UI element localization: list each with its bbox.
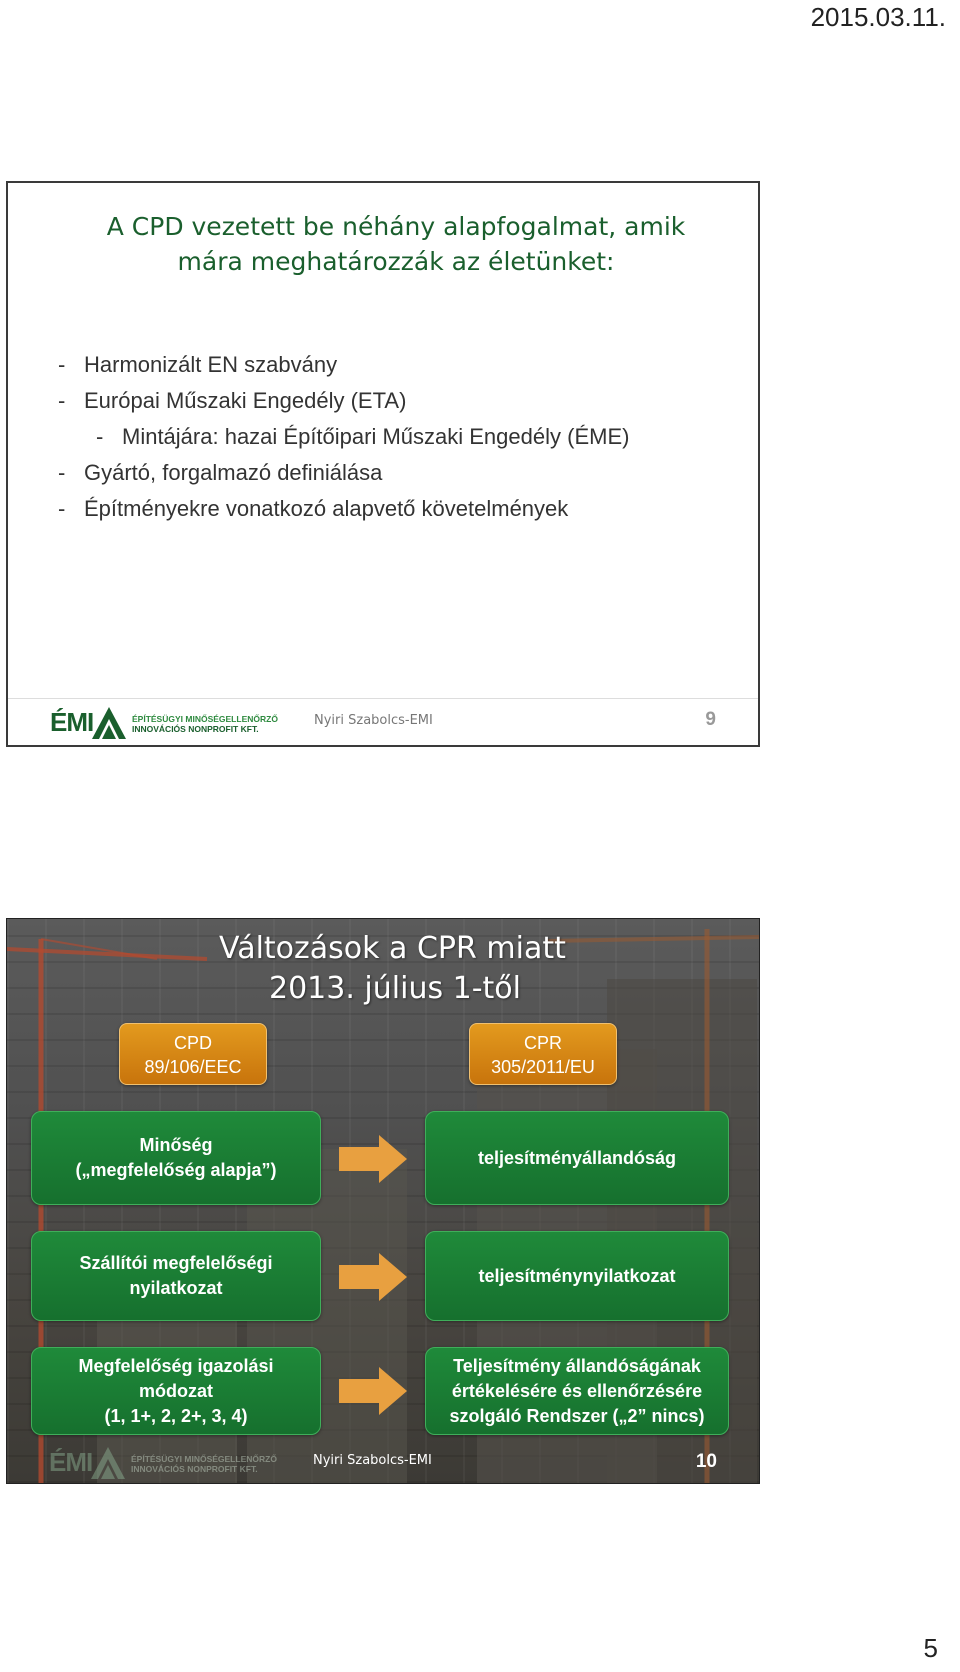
logo-text (132, 714, 278, 734)
slide-9-footer (8, 698, 758, 745)
logo-line-2: INNOVÁCIÓS NONPROFIT KFT. (131, 1464, 258, 1474)
bullet-dash: - (58, 460, 66, 485)
box-line-1: Szállítói megfelelőségi (79, 1253, 273, 1273)
box-line-2: („megfelelőség alapja”) (75, 1160, 277, 1180)
bullet-item (58, 383, 629, 419)
title-line-1: Változások a CPR miatt (219, 931, 566, 966)
footer-author: Nyiri Szabolcs-EMI (313, 1453, 432, 1468)
emi-logo (50, 705, 278, 741)
bullet-item (58, 347, 629, 383)
slide-10 (6, 918, 760, 1484)
arrow-right-icon (339, 1253, 407, 1301)
logo-text (131, 1454, 277, 1474)
cpr-item-box (425, 1347, 729, 1435)
box-line-2: 89/106/EEC (144, 1057, 242, 1077)
box-line-2: módozat (139, 1380, 213, 1401)
logo-mark: ÉMI (49, 1447, 93, 1477)
page-number: 5 (923, 1633, 938, 1663)
box-line-2: 305/2011/EU (491, 1057, 595, 1077)
title-line-2: mára meghatározzák az életünket: (177, 247, 615, 276)
emi-logo (49, 1445, 277, 1481)
logo-roof-icon (91, 1445, 125, 1479)
logo-line-2: INNOVÁCIÓS NONPROFIT KFT. (132, 724, 259, 734)
cpr-item-box (425, 1231, 729, 1321)
document-date: 2015.03.11. (810, 2, 946, 32)
cpd-item-box (31, 1111, 321, 1205)
title-line-1: A CPD vezetett be néhány alapfogalmat, amik (106, 212, 686, 241)
bullet-dash: - (58, 352, 66, 377)
bullet-text: Mintájára: hazai Építőipari Műszaki Engedély (ÉME) (122, 424, 630, 449)
logo-line-1: ÉPÍTÉSÜGYI MINŐSÉGELLENŐRZŐ (131, 1454, 277, 1464)
box-line-2: nyilatkozat (129, 1278, 223, 1298)
logo-line-1: ÉPÍTÉSÜGYI MINŐSÉGELLENŐRZŐ (132, 714, 278, 724)
bullet-dash: - (58, 388, 66, 413)
bullet-list (58, 347, 629, 527)
bullet-dash: - (58, 496, 66, 521)
cpd-header-box (119, 1023, 267, 1085)
slide-10-title (187, 929, 587, 1009)
box-line-2: értékelésére és ellenőrzésére (451, 1380, 703, 1401)
logo-roof-icon (92, 705, 126, 739)
box-line-1: CPD (173, 1033, 212, 1053)
bullet-item (58, 491, 629, 527)
box-line-3: (1, 1+, 2, 2+, 3, 4) (104, 1405, 248, 1426)
cpr-header-box (469, 1023, 617, 1085)
slide-9 (6, 181, 760, 747)
slide-number: 10 (695, 1451, 717, 1472)
title-line-2: 2013. július 1-től (269, 971, 521, 1006)
cpd-item-box (31, 1231, 321, 1321)
bullet-item-sub (58, 419, 629, 455)
bullet-item (58, 455, 629, 491)
slide-10-footer (7, 1441, 759, 1483)
bullet-text: Gyártó, forgalmazó definiálása (84, 460, 383, 485)
box-line-1: Megfelelőség igazolási (78, 1355, 274, 1376)
box-line-1: teljesítménynyilatkozat (478, 1265, 676, 1286)
box-line-3: szolgáló Rendszer („2” nincs) (449, 1405, 705, 1426)
box-line-1: CPR (523, 1033, 562, 1053)
box-line-1: Teljesítmény állandóságának (453, 1355, 701, 1376)
logo-mark: ÉMI (50, 707, 94, 737)
bullet-text: Európai Műszaki Engedély (ETA) (84, 388, 407, 413)
cpr-item-box (425, 1111, 729, 1205)
cpd-item-box (31, 1347, 321, 1435)
box-line-1: Minőség (139, 1135, 213, 1155)
bullet-text: Harmonizált EN szabvány (84, 352, 338, 377)
bullet-text: Építményekre vonatkozó alapvető követelmények (84, 496, 569, 521)
arrow-right-icon (339, 1135, 407, 1183)
slide-number: 9 (705, 709, 716, 730)
arrow-right-icon (339, 1367, 407, 1415)
bullet-dash: - (96, 424, 104, 449)
footer-author: Nyiri Szabolcs-EMI (314, 713, 433, 728)
box-line-1: teljesítményállandóság (477, 1147, 677, 1168)
slide-9-title (86, 209, 706, 279)
